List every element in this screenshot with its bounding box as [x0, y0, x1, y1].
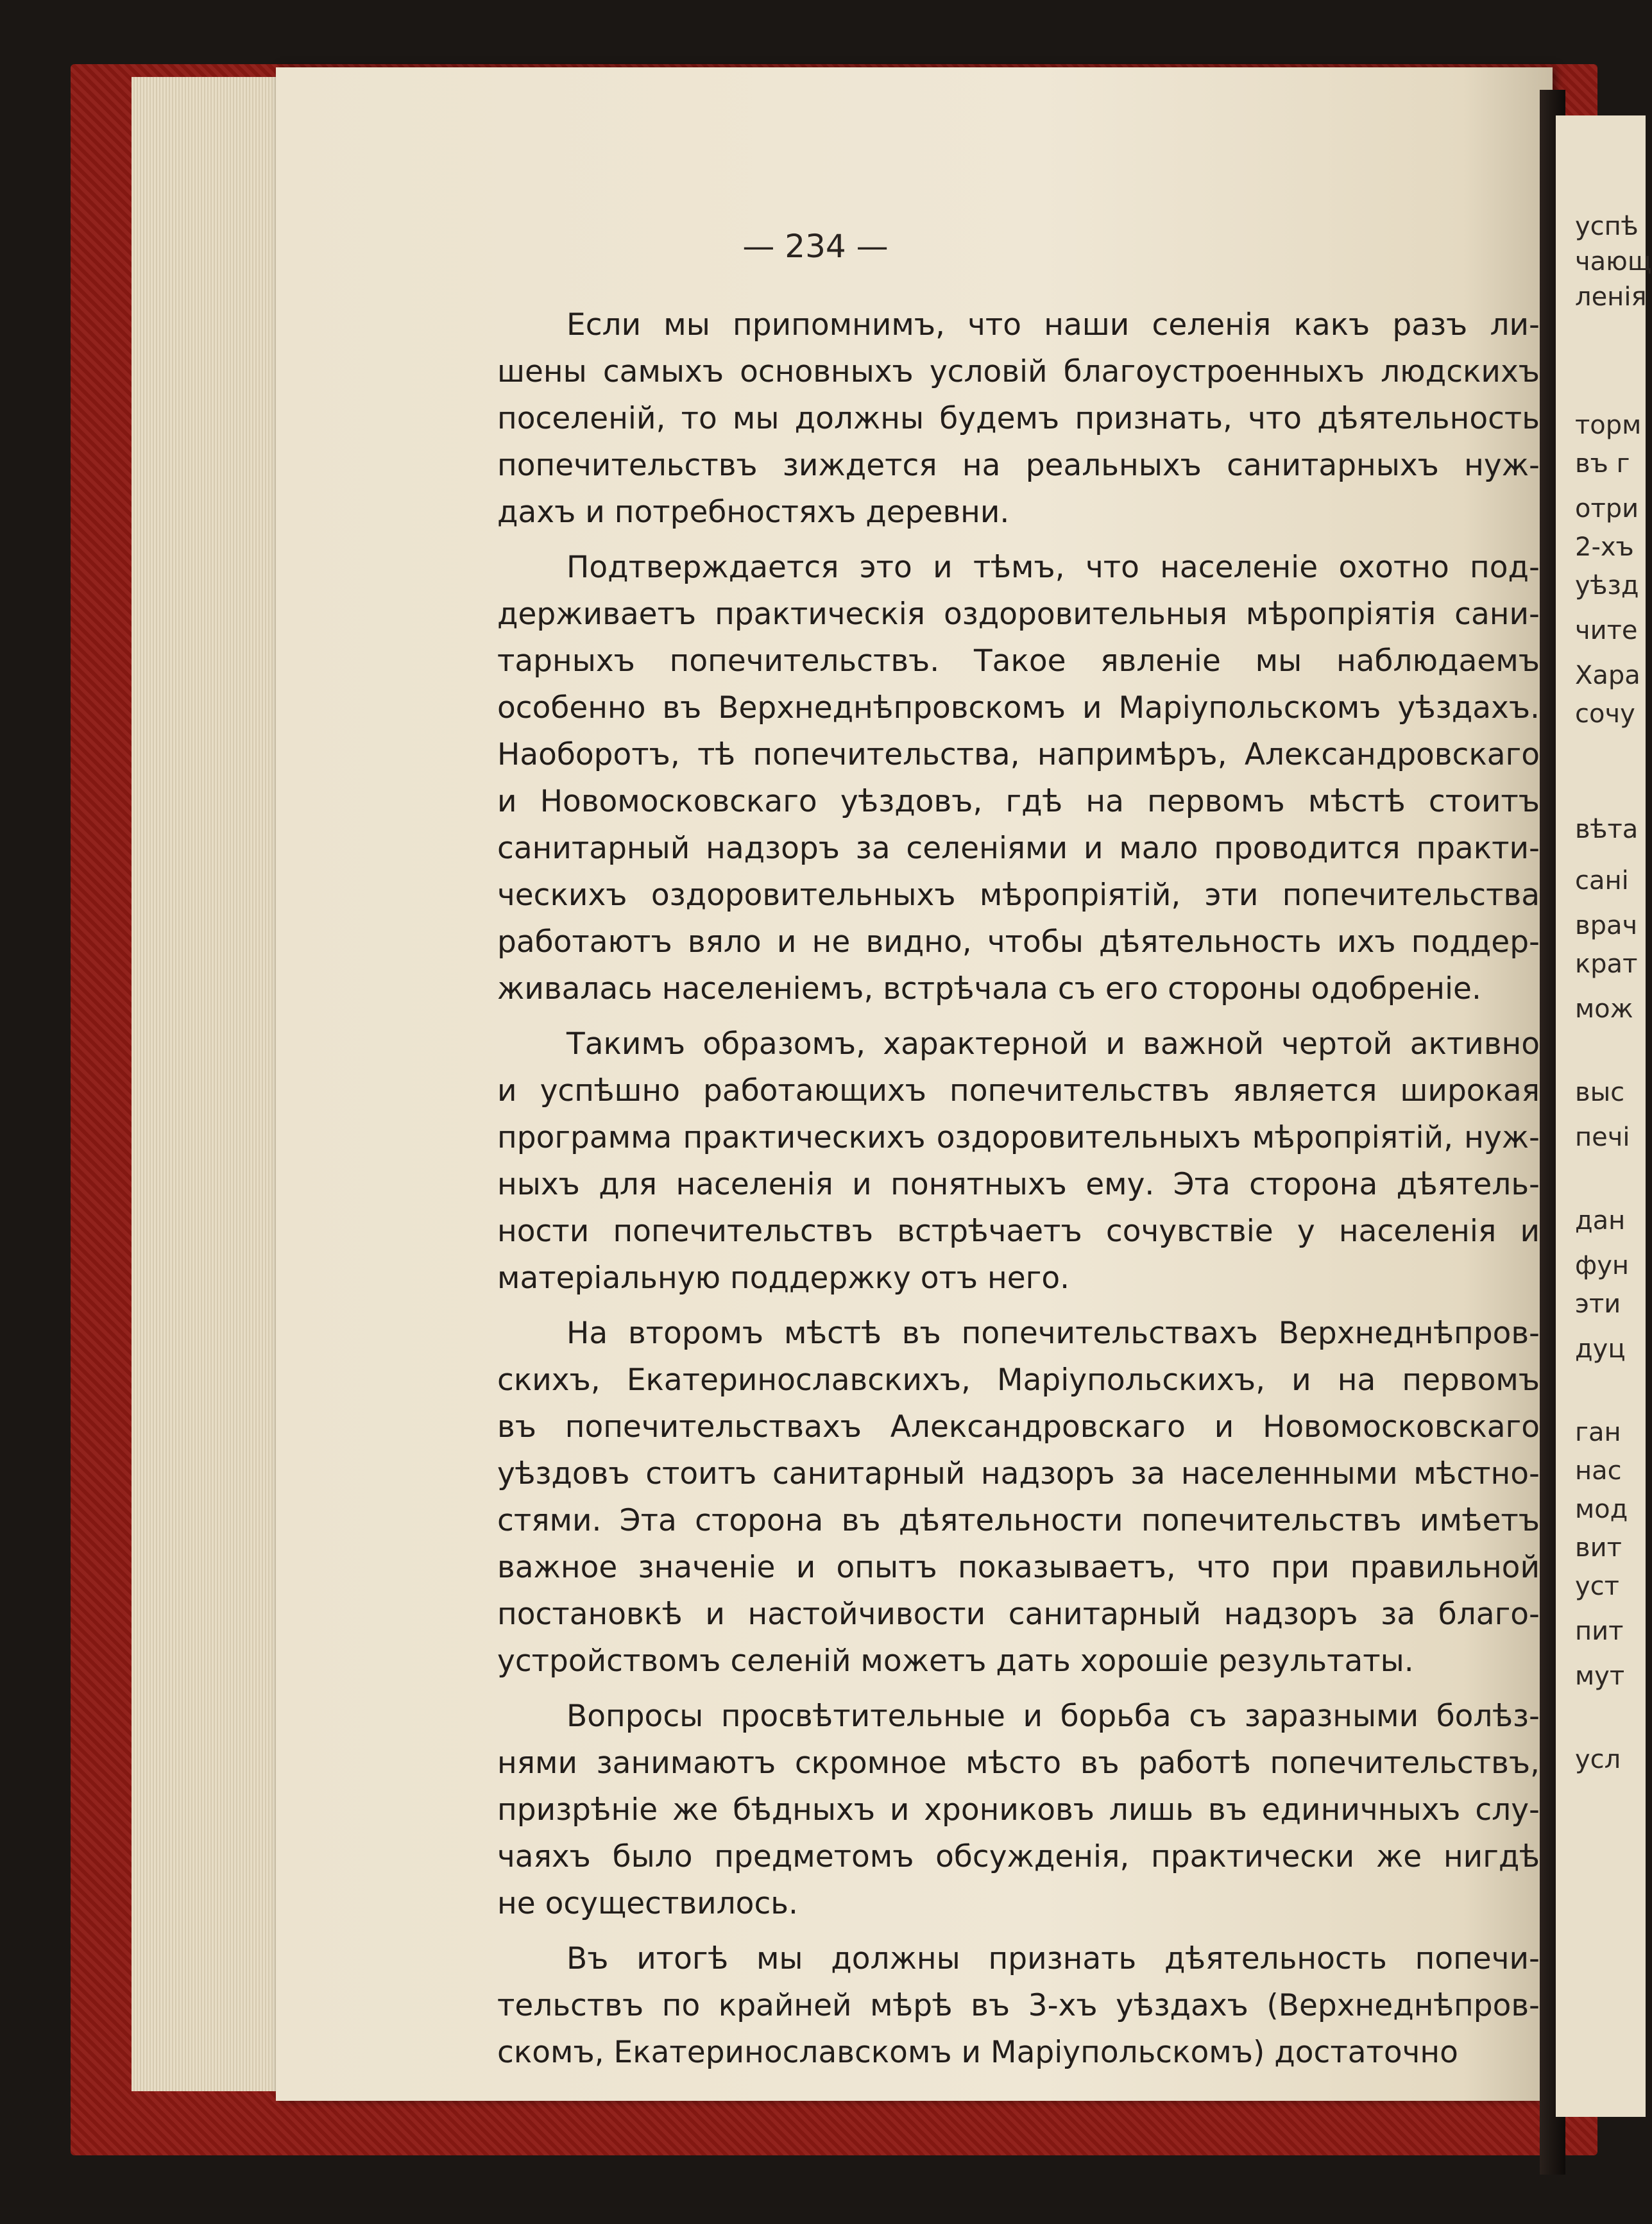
facing-page-fragment: 2-хъ	[1575, 532, 1634, 562]
text-line: работаютъ вяло и не видно, чтобы дѣятельность ихъ поддер-	[497, 924, 1540, 960]
text-line: тельствъ по крайней мѣрѣ въ 3-хъ уѣздахъ (Верхнеднѣпров-	[497, 1988, 1540, 2023]
text-line: ческихъ оздоровительныхъ мѣропріятій, эти попечительства	[497, 878, 1540, 913]
facing-page-fragment: сані	[1575, 866, 1629, 896]
paragraph	[497, 301, 1540, 536]
text-line: чаяхъ было предметомъ обсужденія, практически же нигдѣ	[497, 1839, 1540, 1874]
facing-page-fragment: нас	[1575, 1456, 1622, 1486]
paragraph	[497, 544, 1540, 1012]
text-line: ности попечительствъ встрѣчаетъ сочувствіе у населенія и	[497, 1214, 1540, 1249]
facing-page-fragment: Хара	[1575, 661, 1640, 690]
text-line: санитарный надзоръ за селеніями и мало проводится практи-	[497, 831, 1540, 866]
text-line: Наоборотъ, тѣ попечительства, напримѣръ, Александровскаго	[497, 737, 1540, 772]
facing-page-fragment: эти	[1575, 1289, 1621, 1319]
text-line: На второмъ мѣстѣ въ попечительствахъ Верхнеднѣпров-	[566, 1316, 1540, 1351]
text-line: тарныхъ попечительствъ. Такое явленіе мы наблюдаемъ	[497, 643, 1540, 679]
text-line: скихъ, Екатеринославскихъ, Маріупольскихъ, и на первомъ	[497, 1362, 1540, 1398]
text-line: важное значеніе и опытъ показываетъ, что при правильной	[497, 1550, 1540, 1585]
facing-page-fragment: усл	[1575, 1745, 1621, 1774]
text-line: Такимъ образомъ, характерной и важной чертой активно	[566, 1026, 1540, 1062]
text-line: устройствомъ селеній можетъ дать хорошіе результаты.	[497, 1643, 1414, 1679]
right-page-fragment	[1556, 115, 1652, 2117]
facing-page-fragment: крат	[1575, 949, 1638, 979]
paragraph	[497, 1693, 1540, 1927]
facing-page-fragment: уѣзд	[1575, 571, 1639, 600]
facing-page-fragment: ленія	[1575, 282, 1647, 312]
facing-page-fragment: мод	[1575, 1495, 1628, 1524]
text-line: шены самыхъ основныхъ условій благоустроенныхъ людскихъ	[497, 354, 1540, 389]
facing-page-fragment: успѣ	[1575, 212, 1639, 241]
text-line: матеріальную поддержку отъ него.	[497, 1261, 1070, 1296]
text-line: Въ итогѣ мы должны признать дѣятельность попечи-	[566, 1941, 1540, 1976]
facing-page-fragment: фун	[1575, 1251, 1630, 1280]
text-line: ныхъ для населенія и понятныхъ ему. Эта сторона дѣятель-	[497, 1167, 1540, 1202]
facing-page-fragment: дуц	[1575, 1334, 1626, 1364]
text-line: постановкѣ и настойчивости санитарный надзоръ за благо-	[497, 1597, 1540, 1632]
text-line: Подтверждается это и тѣмъ, что населеніе охотно под-	[566, 550, 1540, 585]
facing-page-fragment: чающ	[1575, 247, 1652, 276]
text-line: нями занимаютъ скромное мѣсто въ работѣ попечительствъ,	[497, 1745, 1540, 1781]
paragraph	[497, 1310, 1540, 1685]
text-line: въ попечительствахъ Александровскаго и Новомосковскаго	[497, 1409, 1540, 1445]
text-line: стями. Эта сторона въ дѣятельности попечительствъ имѣетъ	[497, 1503, 1540, 1538]
text-line: и Новомосковскаго уѣздовъ, гдѣ на первомъ мѣстѣ стоитъ	[497, 784, 1540, 819]
text-line: уѣздовъ стоитъ санитарный надзоръ за населенными мѣстно-	[497, 1456, 1540, 1491]
paragraph	[497, 1935, 1540, 2076]
text-line: Вопросы просвѣтительные и борьба съ заразными болѣз-	[566, 1699, 1540, 1734]
facing-page-fragment: въ г	[1575, 449, 1630, 479]
text-line: поселеній, то мы должны будемъ признать, что дѣятельность	[497, 401, 1540, 436]
text-line: особенно въ Верхнеднѣпровскомъ и Маріупольскомъ уѣздахъ.	[497, 690, 1540, 726]
text-line: не осуществилось.	[497, 1886, 798, 1921]
facing-page-fragment: чите	[1575, 616, 1638, 645]
facing-page-fragment: торм	[1575, 411, 1642, 440]
facing-page-fragment: печі	[1575, 1123, 1630, 1152]
facing-page-fragment: вѣта	[1575, 815, 1639, 844]
paragraph	[497, 1021, 1540, 1302]
text-line: программа практическихъ оздоровительныхъ мѣропріятій, нуж-	[497, 1120, 1540, 1155]
facing-page-fragment: ган	[1575, 1418, 1621, 1447]
text-line: держиваетъ практическія оздоровительныя мѣропріятія сани-	[497, 597, 1540, 632]
text-line: призрѣніе же бѣдныхъ и хрониковъ лишь въ единичныхъ слу-	[497, 1792, 1540, 1828]
facing-page-fragment: пит	[1575, 1617, 1624, 1646]
text-line: и успѣшно работающихъ попечительствъ является широкая	[497, 1073, 1540, 1108]
page-edges	[132, 77, 279, 2091]
page-body-text	[497, 301, 1540, 2076]
text-line: Если мы припомнимъ, что наши селенія какъ разъ ли-	[566, 307, 1540, 343]
facing-page-fragment: мож	[1575, 994, 1633, 1024]
facing-page-fragment: выс	[1575, 1078, 1625, 1107]
facing-page-fragment: мут	[1575, 1661, 1625, 1691]
text-line: живалась населеніемъ, встрѣчала съ его стороны одобреніе.	[497, 971, 1481, 1006]
facing-page-fragment: врач	[1575, 911, 1638, 940]
facing-page-fragment: отри	[1575, 494, 1639, 523]
facing-page-fragment: дан	[1575, 1206, 1626, 1235]
facing-page-fragment: вит	[1575, 1533, 1622, 1563]
facing-page-fragment: сочу	[1575, 699, 1635, 729]
text-line: дахъ и потребностяхъ деревни.	[497, 495, 1010, 530]
text-line: попечительствъ зиждется на реальныхъ санитарныхъ нуж-	[497, 448, 1540, 483]
text-line: скомъ, Екатеринославскомъ и Маріупольскомъ) достаточно	[497, 2035, 1458, 2070]
page-number: — 234 —	[742, 228, 889, 265]
facing-page-fragment: уст	[1575, 1572, 1619, 1601]
